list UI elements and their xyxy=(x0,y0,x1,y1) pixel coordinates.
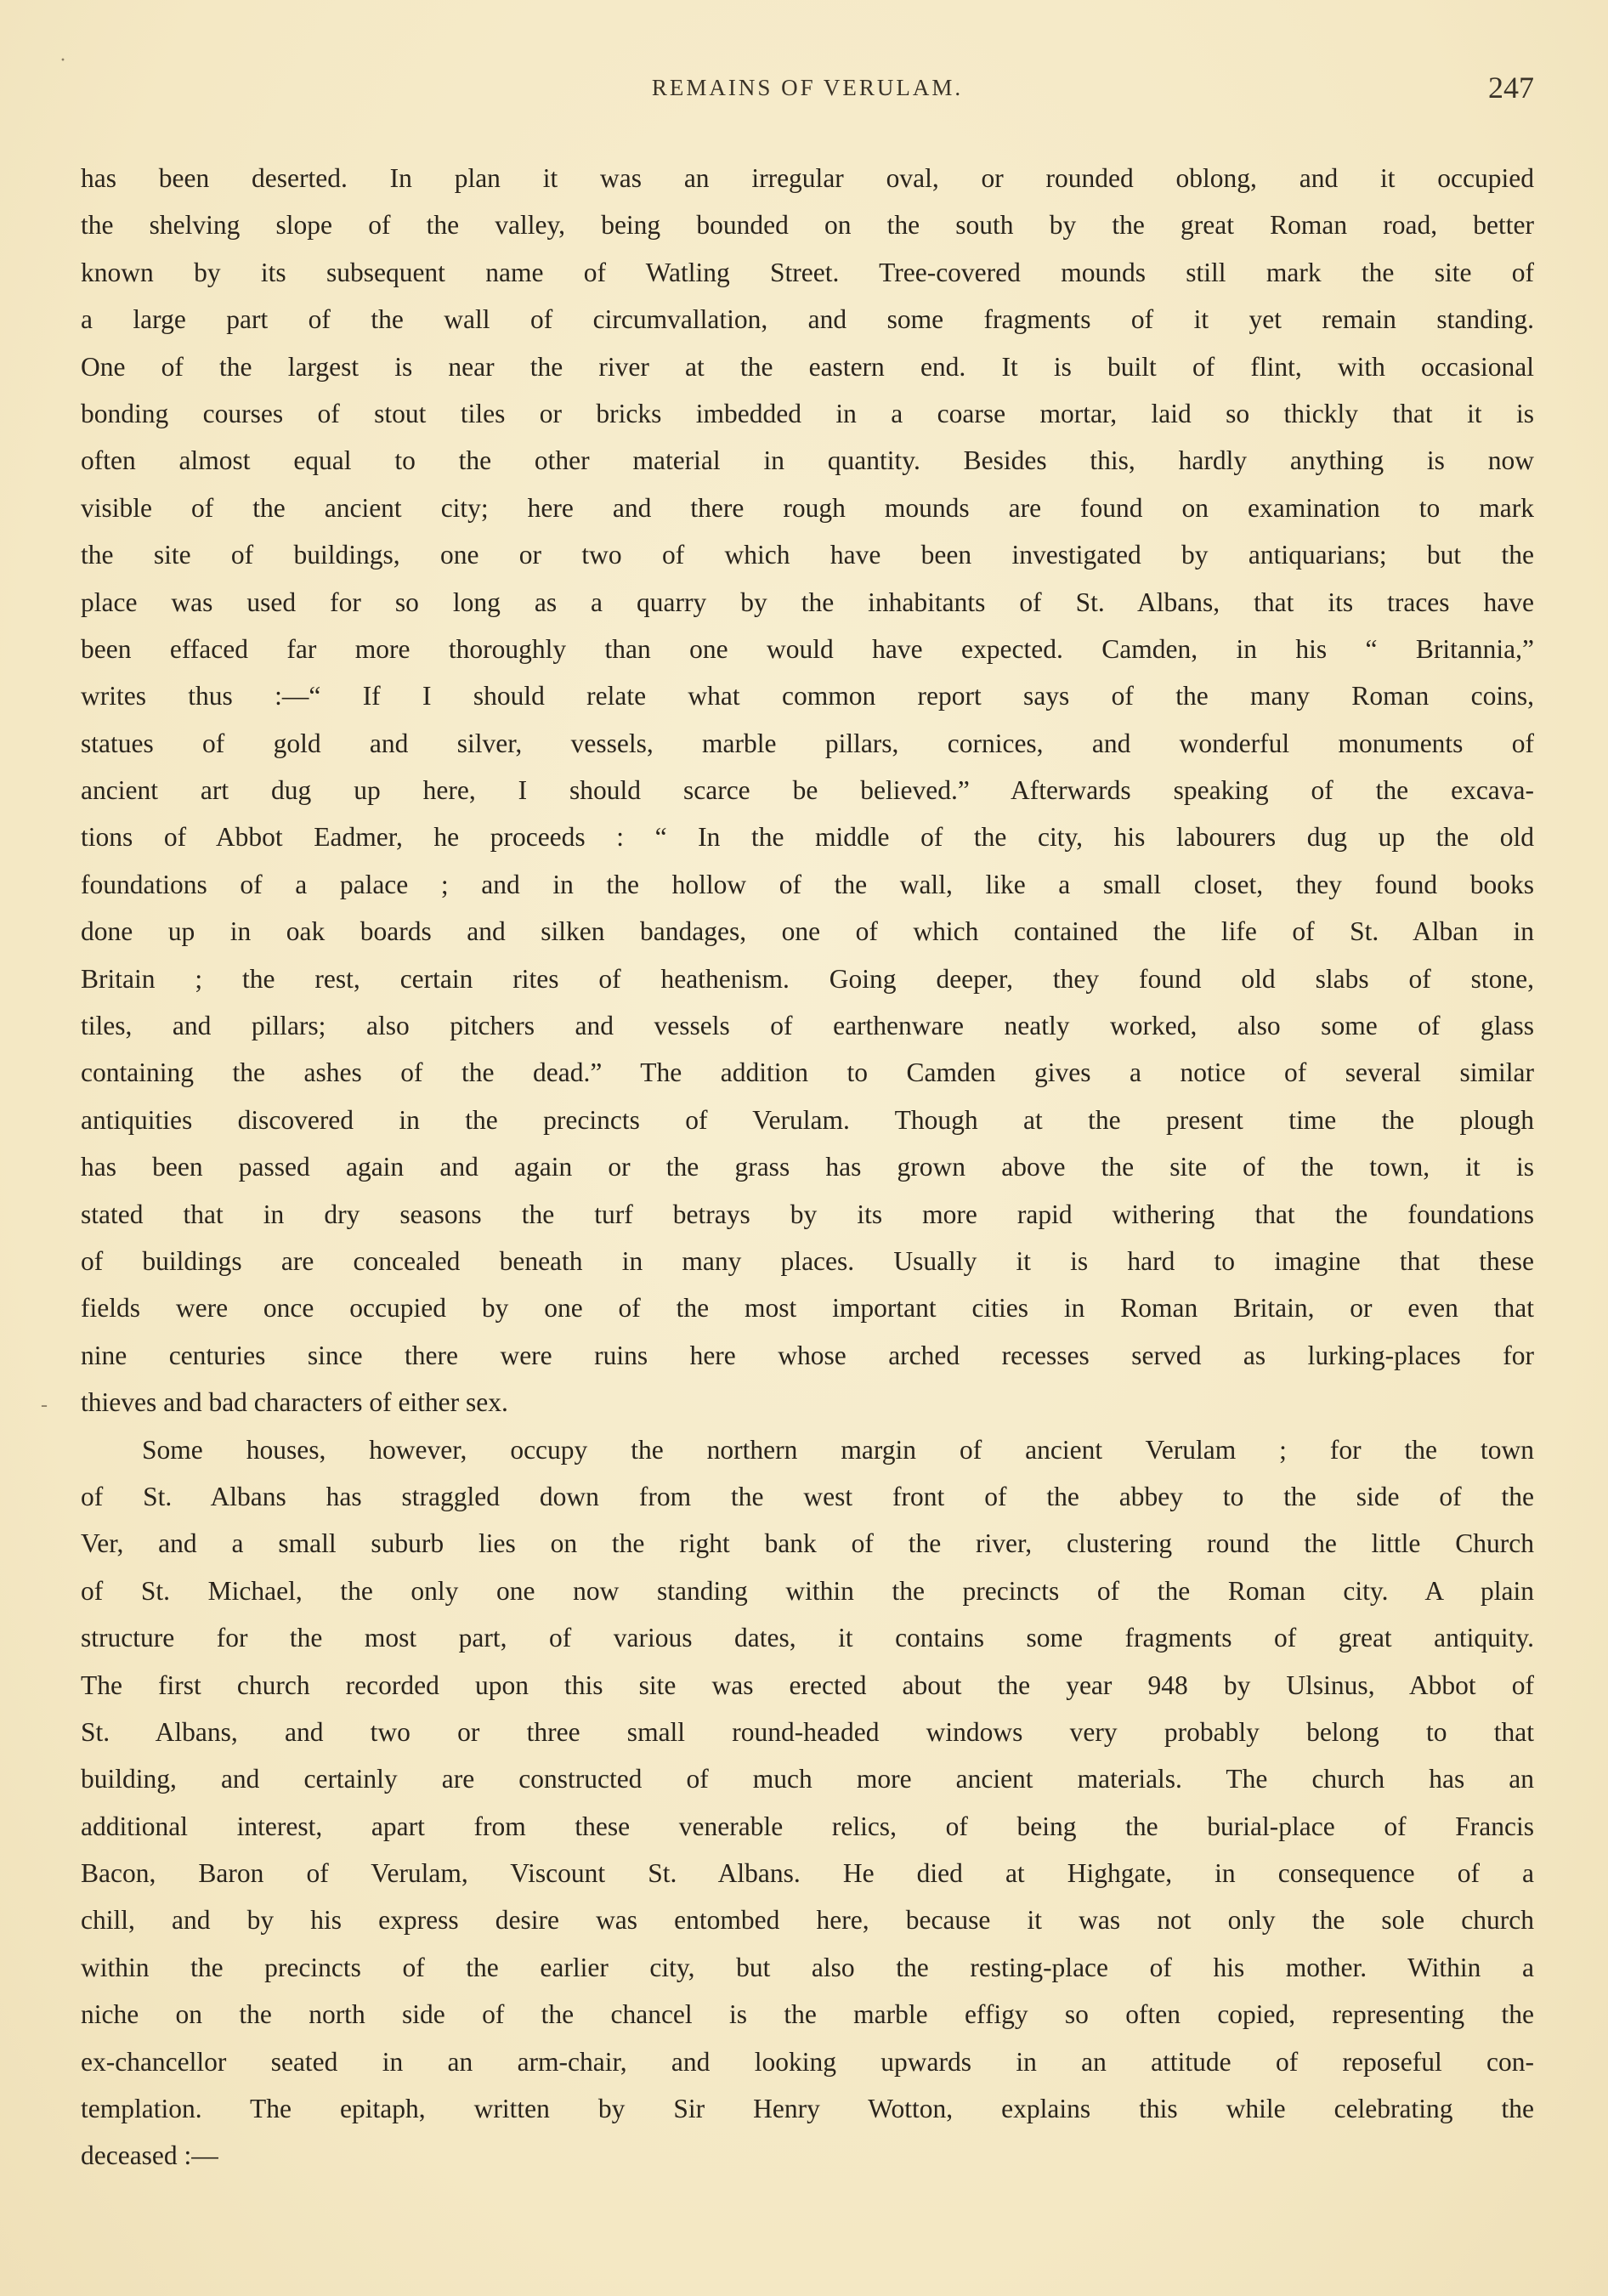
page-number: 247 xyxy=(1488,71,1534,105)
text-line: structure for the most part, of various dates, it contains some fragments of great antiquity. xyxy=(81,1623,1534,1653)
margin-mark-top: · xyxy=(59,49,66,71)
text-line: often almost equal to the other material in quantity. Besides this, hardly anything is now xyxy=(81,445,1534,476)
text-line: building, and certainly are constructed of much more ancient materials. The church has an xyxy=(81,1764,1534,1794)
text-line: known by its subsequent name of Watling Street. Tree-covered mounds still mark the site of xyxy=(81,257,1534,287)
text-line: tions of Abbot Eadmer, he proceeds : “ In the middle of the city, his labourers dug up the old xyxy=(81,822,1534,853)
text-line: The first church recorded upon this site was erected about the year 948 by Ulsinus, Abbot of xyxy=(81,1670,1534,1700)
text-line: statues of gold and silver, vessels, marble pillars, cornices, and wonderful monuments of xyxy=(81,728,1534,758)
text-line: Britain ; the rest, certain rites of heathenism. Going deeper, they found old slabs of stone, xyxy=(81,963,1534,994)
margin-mark-left: - xyxy=(41,1394,48,1416)
text-line: Some houses, however, occupy the northern margin of ancient Verulam ; for the town xyxy=(142,1434,1534,1465)
running-header xyxy=(81,70,1534,112)
text-line: bonding courses of stout tiles or bricks imbedded in a coarse mortar, laid so thickly that it is xyxy=(81,398,1534,428)
text-line: thieves and bad characters of either sex. xyxy=(81,1387,508,1418)
text-line: deceased :— xyxy=(81,2140,218,2171)
text-line: containing the ashes of the dead.” The addition to Camden gives a notice of several similar xyxy=(81,1057,1534,1088)
text-line: Bacon, Baron of Verulam, Viscount St. Albans. He died at Highgate, in consequence of a xyxy=(81,1858,1534,1889)
text-line: of buildings are concealed beneath in many places. Usually it is hard to imagine that these xyxy=(81,1245,1534,1276)
text-line: within the precincts of the earlier city, but also the resting-place of his mother. Within a xyxy=(81,1952,1534,1982)
text-line: done up in oak boards and silken bandages, one of which contained the life of St. Alban in xyxy=(81,916,1534,947)
paragraph-2 xyxy=(81,1426,1534,2180)
text-line: a large part of the wall of circumvallation, and some fragments of it yet remain standing. xyxy=(81,304,1534,335)
text-line: ancient art dug up here, I should scarce be believed.” Afterwards speaking of the excava- xyxy=(81,775,1534,806)
text-line: visible of the ancient city; here and there rough mounds are found on examination to mark xyxy=(81,492,1534,523)
text-line: been effaced far more thoroughly than one would have expected. Camden, in his “ Britannia,” xyxy=(81,633,1534,664)
text-line: has been passed again and again or the grass has grown above the site of the town, it is xyxy=(81,1152,1534,1182)
text-line: ex-chancellor seated in an arm-chair, and looking upwards in an attitude of reposeful con- xyxy=(81,2046,1534,2077)
text-line: stated that in dry seasons the turf betrays by its more rapid withering that the foundations xyxy=(81,1199,1534,1229)
text-line: writes thus :—“ If I should relate what common report says of the many Roman coins, xyxy=(81,681,1534,711)
text-line: the site of buildings, one or two of which have been investigated by antiquarians; but the xyxy=(81,540,1534,570)
text-line: foundations of a palace ; and in the hollow of the wall, like a small closet, they found books xyxy=(81,869,1534,899)
text-line: of St. Michael, the only one now standing within the precincts of the Roman city. A plain xyxy=(81,1575,1534,1606)
text-line: templation. The epitaph, written by Sir Henry Wotton, explains this while celebrating the xyxy=(81,2094,1534,2124)
paragraph-1 xyxy=(81,155,1534,1426)
text-line: niche on the north side of the chancel is the marble effigy so often copied, representing the xyxy=(81,1999,1534,2030)
text-line: the shelving slope of the valley, being bounded on the south by the great Roman road, better xyxy=(81,210,1534,241)
text-line: nine centuries since there were ruins here whose arched recesses served as lurking-places for xyxy=(81,1340,1534,1370)
text-line: additional interest, apart from these venerable relics, of being the burial-place of Francis xyxy=(81,1811,1534,1841)
body-text xyxy=(81,155,1534,2180)
text-line: place was used for so long as a quarry by the inhabitants of St. Albans, that its traces have xyxy=(81,587,1534,617)
text-line: chill, and by his express desire was entombed here, because it was not only the sole church xyxy=(81,1905,1534,1936)
text-line: One of the largest is near the river at the eastern end. It is built of flint, with occasional xyxy=(81,351,1534,382)
text-line: fields were once occupied by one of the most important cities in Roman Britain, or even that xyxy=(81,1293,1534,1324)
text-line: St. Albans, and two or three small round-headed windows very probably belong to that xyxy=(81,1716,1534,1747)
running-title: REMAINS OF VERULAM. xyxy=(651,75,964,100)
text-line: antiquities discovered in the precincts of Verulam. Though at the present time the plough xyxy=(81,1104,1534,1135)
text-line: Ver, and a small suburb lies on the right bank of the river, clustering round the little Church xyxy=(81,1528,1534,1559)
text-line: of St. Albans has straggled down from the west front of the abbey to the side of the xyxy=(81,1481,1534,1511)
text-line: has been deserted. In plan it was an irregular oval, or rounded oblong, and it occupied xyxy=(81,163,1534,193)
text-line: tiles, and pillars; also pitchers and vessels of earthenware neatly worked, also some of glass xyxy=(81,1011,1534,1041)
